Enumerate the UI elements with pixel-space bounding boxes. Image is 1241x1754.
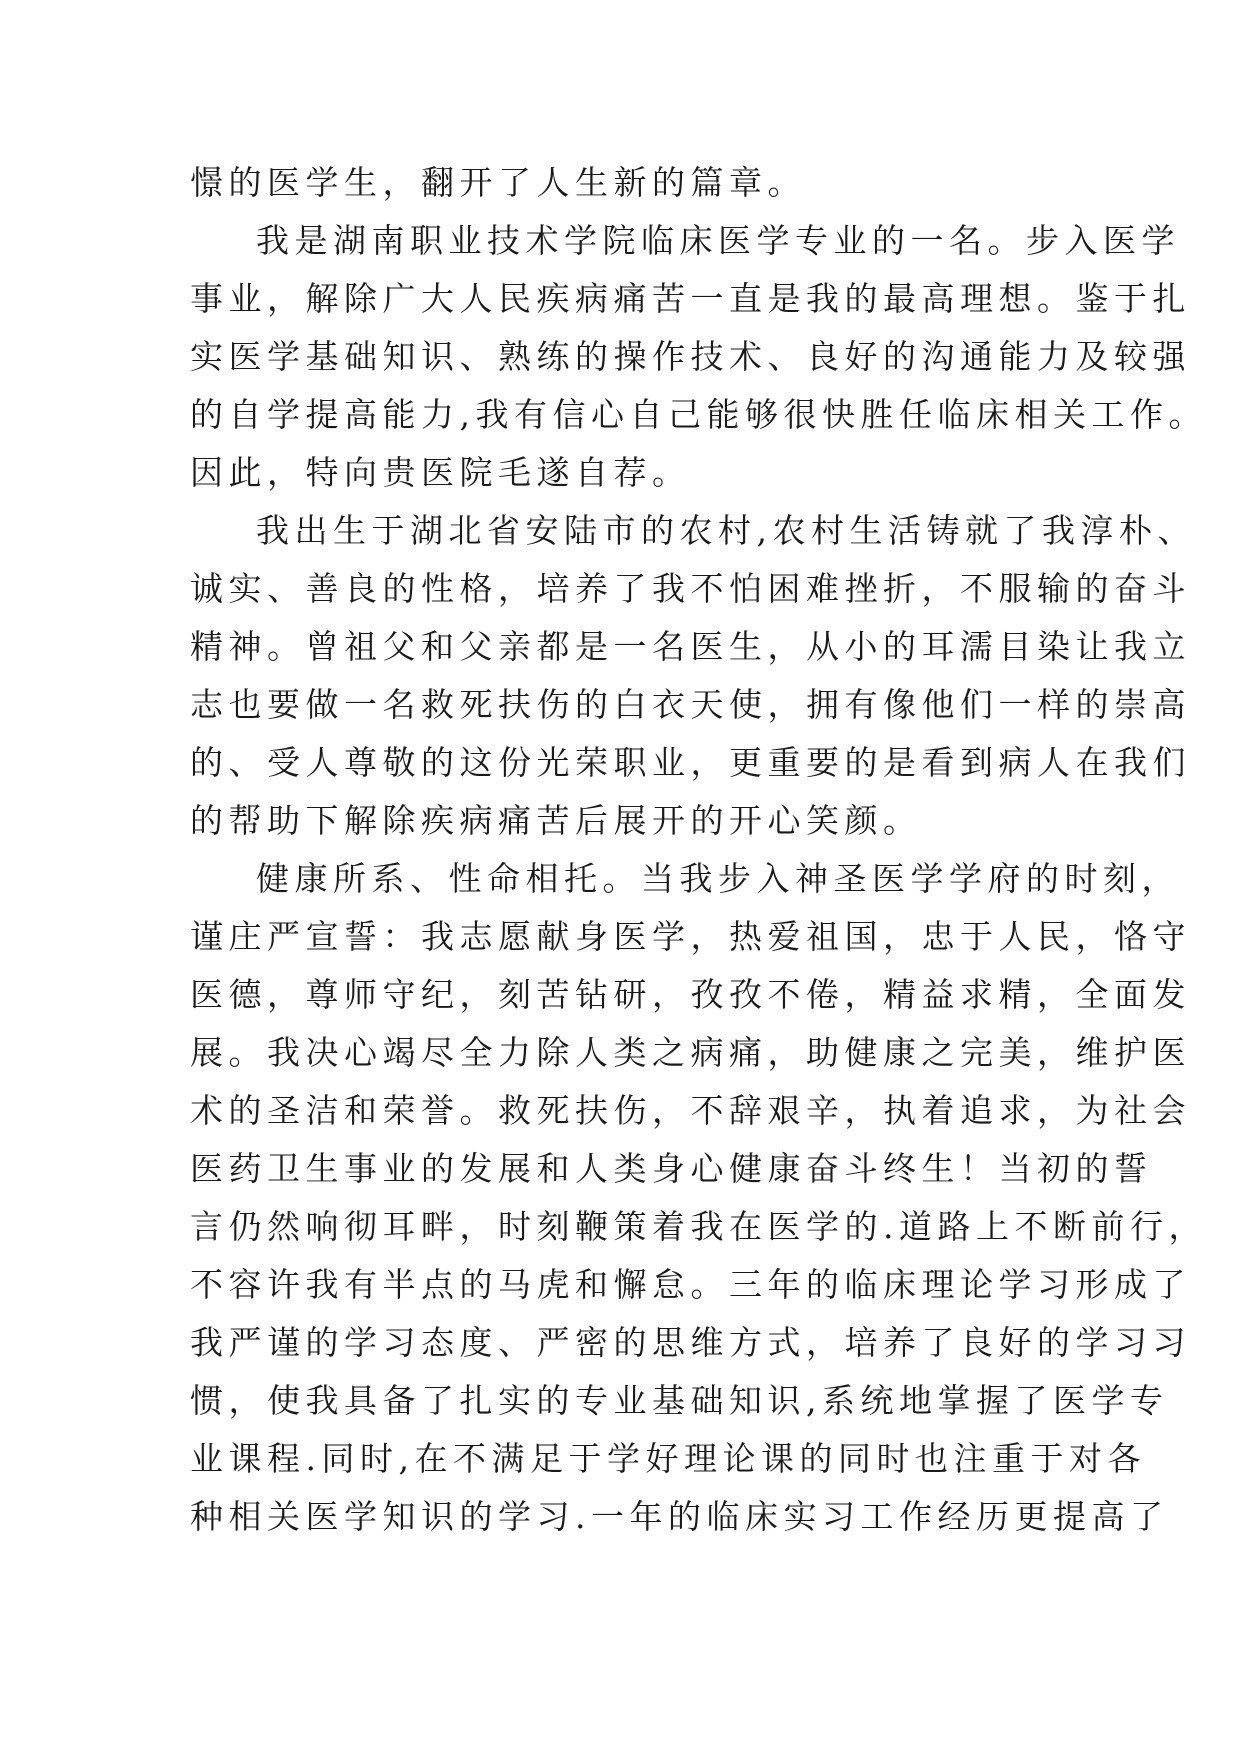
text-line: 事业，解除广大人民疾病痛苦一直是我的最高理想。鉴于扎 [190, 279, 1191, 318]
text-line: 医药卫生事业的发展和人类身心健康奋斗终生！当初的誓 [190, 1149, 1153, 1188]
text-line: 惯，使我具备了扎实的专业基础知识,系统地掌握了医学专 [190, 1381, 1169, 1420]
text-line: 的、受人尊敬的这份光荣职业，更重要的是看到病人在我们 [190, 743, 1191, 782]
text-line: 的帮助下解除疾病痛苦后展开的开心笑颜。 [190, 801, 922, 840]
text-line: 实医学基础知识、熟练的操作技术、良好的沟通能力及较强 [190, 337, 1191, 376]
text-line: 我严谨的学习态度、严密的思维方式，培养了良好的学习习 [190, 1323, 1191, 1362]
text-line: 业课程.同时,在不满足于学好理论课的同时也注重于对各 [190, 1439, 1146, 1478]
text-line: 憬的医学生，翻开了人生新的篇章。 [190, 163, 806, 202]
document-body [190, 154, 1207, 1546]
text-line: 术的圣洁和荣誉。救死扶伤，不辞艰辛，执着追求，为社会 [190, 1091, 1191, 1130]
text-line: 精神。曾祖父和父亲都是一名医生，从小的耳濡目染让我立 [190, 627, 1191, 666]
text-line: 诚实、善良的性格，培养了我不怕困难挫折，不服输的奋斗 [190, 569, 1191, 608]
text-line: 我出生于湖北省安陆市的农村,农村生活铸就了我淳朴、 [256, 511, 1196, 550]
text-line: 志也要做一名救死扶伤的白衣天使，拥有像他们一样的崇高 [190, 685, 1191, 724]
text-line: 言仍然响彻耳畔，时刻鞭策着我在医学的.道路上不断前行， [190, 1207, 1207, 1246]
text-line: 医德，尊师守纪，刻苦钻研，孜孜不倦，精益求精，全面发 [190, 975, 1191, 1014]
text-line: 健康所系、性命相托。当我步入神圣医学学府的时刻， [256, 859, 1180, 898]
text-line: 我是湖南职业技术学院临床医学专业的一名。步入医学 [256, 221, 1180, 260]
text-line: 展。我决心竭尽全力除人类之病痛，助健康之完美，维护医 [190, 1033, 1191, 1072]
text-line: 谨庄严宣誓：我志愿献身医学，热爱祖国，忠于人民，恪守 [190, 917, 1191, 956]
text-line: 的自学提高能力,我有信心自己能够很快胜任临床相关工作。 [190, 395, 1207, 434]
text-line: 因此，特向贵医院毛遂自荐。 [190, 453, 691, 492]
text-line: 不容许我有半点的马虎和懈怠。三年的临床理论学习形成了 [190, 1265, 1191, 1304]
text-line: 种相关医学知识的学习.一年的临床实习工作经历更提高了 [190, 1497, 1169, 1536]
